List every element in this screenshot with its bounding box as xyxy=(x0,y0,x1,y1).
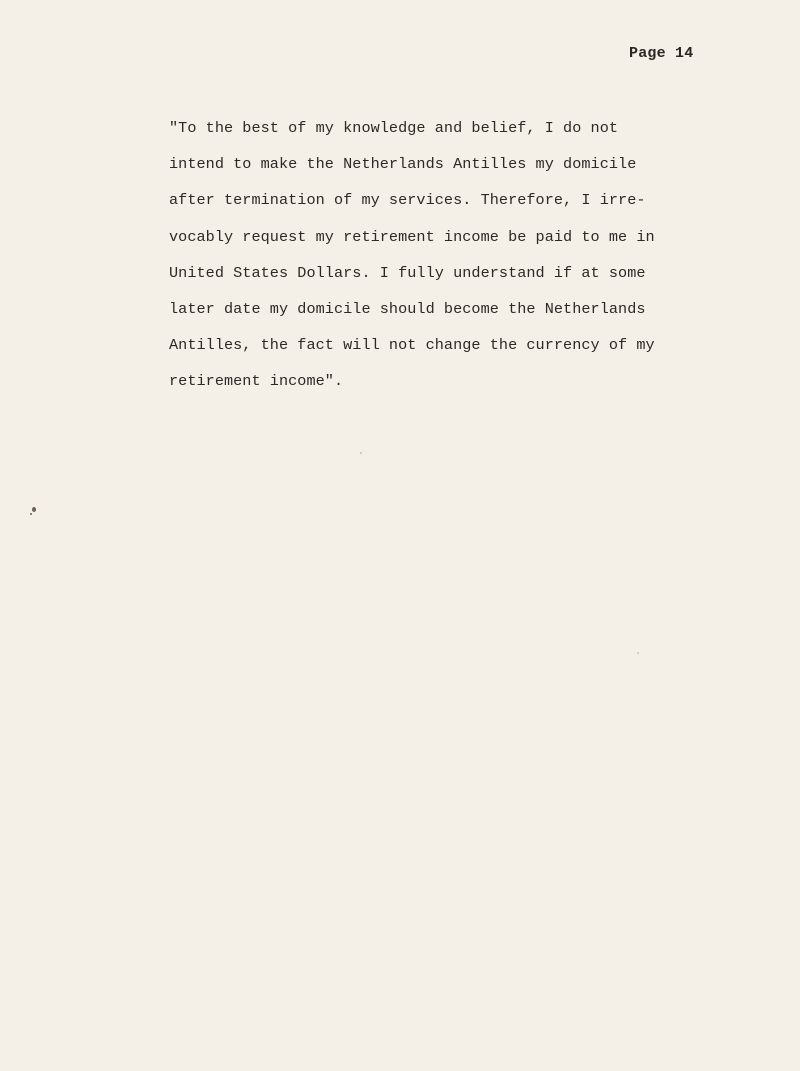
body-paragraph xyxy=(169,110,669,400)
text-line: "To the best of my knowledge and belief, I do not xyxy=(169,119,619,137)
text-line: United States Dollars. I fully understand if at some xyxy=(169,263,646,282)
paper-speck xyxy=(360,452,362,454)
paper-speck xyxy=(637,652,639,654)
text-line: Antilles, the fact will not change the currency of my xyxy=(169,336,655,355)
paper-speck xyxy=(30,513,32,515)
text-line: vocably request my retirement income be paid to me in xyxy=(169,227,655,246)
text-line: later date my domicile should become the Netherlands xyxy=(169,300,646,319)
page-number: Page 14 xyxy=(629,45,694,62)
paper-speck xyxy=(32,507,36,512)
text-line: retirement income". xyxy=(169,372,344,391)
text-line: after termination of my services. Therefore, I irre- xyxy=(169,191,646,210)
text-line: intend to make the Netherlands Antilles my domicile xyxy=(169,155,637,174)
